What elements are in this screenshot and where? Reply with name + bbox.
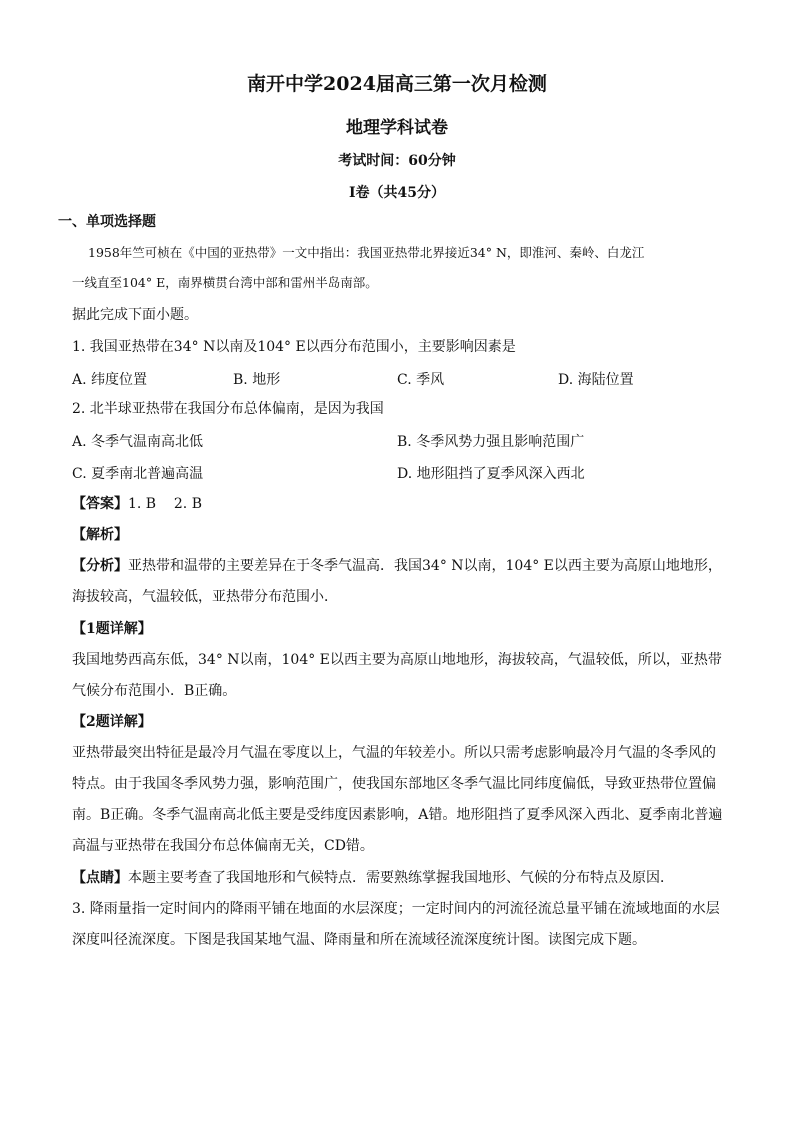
detail-1-line-1: 我国地势西高东低，34° N以南，104° E以西主要为高原山地地形，海拔较高，气温较低，所以，亚热带 xyxy=(72,652,722,668)
material-line-1: 1958年竺可桢在《中国的亚热带》一文中指出：我国亚热带北界接近34° N，即淮河、秦岭、白龙江 xyxy=(88,245,645,260)
fenxi-line-1 xyxy=(72,556,722,576)
dianjing-label: 【点睛】 xyxy=(72,870,128,886)
question-2-option-c: C. 夏季南北普遍高温 xyxy=(72,466,204,482)
question-2-option-b: B. 冬季风势力强且影响范围广 xyxy=(397,434,585,450)
dianjing-text: 本题主要考查了我国地形和气候特点．需要熟练掌握我国地形、气候的分布特点及原因． xyxy=(128,870,674,886)
page-subtitle: 地理学科试卷 xyxy=(346,118,448,138)
question-1-stem: 1. 我国亚热带在34° N以南及104° E以西分布范围小，主要影响因素是 xyxy=(72,339,516,355)
volume-label: I卷（共45分） xyxy=(348,185,446,201)
answer-text: 1. B 2. B xyxy=(128,496,202,512)
material-line-2: 一线直至104° E，南界横贯台湾中部和雷州半岛南部。 xyxy=(72,275,378,290)
exam-time: 考试时间：60分钟 xyxy=(338,153,456,169)
question-1-option-d: D. 海陆位置 xyxy=(558,372,634,388)
detail-2-line-3: 南。B正确。冬季气温南高北低主要是受纬度因素影响，A错。地形阻挡了夏季风深入西北、夏季南北普遍 xyxy=(72,807,723,823)
question-1-option-b: B. 地形 xyxy=(233,372,281,388)
detail-2-line-2: 特点。由于我国冬季风势力强，影响范围广，使我国东部地区冬季气温比同纬度偏低，导致亚热带位置偏 xyxy=(72,776,716,792)
question-2-stem: 2. 北半球亚热带在我国分布总体偏南，是因为我国 xyxy=(72,401,384,417)
detail-2-label: 【2题详解】 xyxy=(72,714,152,730)
question-1-option-c: C. 季风 xyxy=(397,372,445,388)
answer-line xyxy=(72,494,202,514)
question-1-option-a: A. 纬度位置 xyxy=(72,372,148,388)
detail-1-label: 【1题详解】 xyxy=(72,621,152,637)
material-instruction: 据此完成下面小题。 xyxy=(72,307,198,323)
question-2-option-d: D. 地形阻挡了夏季风深入西北 xyxy=(397,466,585,482)
detail-2-line-1: 亚热带最突出特征是最冷月气温在零度以上，气温的年较差小。所以只需考虑影响最冷月气温的冬季风的 xyxy=(72,745,716,761)
analysis-label: 【解析】 xyxy=(72,527,128,543)
detail-1-line-2: 气候分布范围小．B正确。 xyxy=(72,683,237,699)
detail-2-line-4: 高温与亚热带在我国分布总体偏南无关，CD错。 xyxy=(72,838,374,854)
question-3-line-2: 深度叫径流深度。下图是我国某地气温、降雨量和所在流域径流深度统计图。读图完成下题。 xyxy=(72,932,646,948)
question-2-option-a: A. 冬季气温南高北低 xyxy=(72,434,204,450)
dianjing-line xyxy=(72,868,674,888)
fenxi-text-1: 亚热带和温带的主要差异在于冬季气温高．我国34° N以南，104° E以西主要为高原山地地形， xyxy=(128,558,722,574)
fenxi-label: 【分析】 xyxy=(72,558,128,574)
section-heading: 一、单项选择题 xyxy=(58,214,156,230)
answer-label: 【答案】 xyxy=(72,496,128,512)
page-title: 南开中学2024届高三第一次月检测 xyxy=(247,73,547,95)
fenxi-line-2: 海拔较高，气温较低，亚热带分布范围小． xyxy=(72,589,338,605)
question-3-line-1: 3. 降雨量指一定时间内的降雨平铺在地面的水层深度；一定时间内的河流径流总量平铺在流域地面的水层 xyxy=(72,901,720,917)
